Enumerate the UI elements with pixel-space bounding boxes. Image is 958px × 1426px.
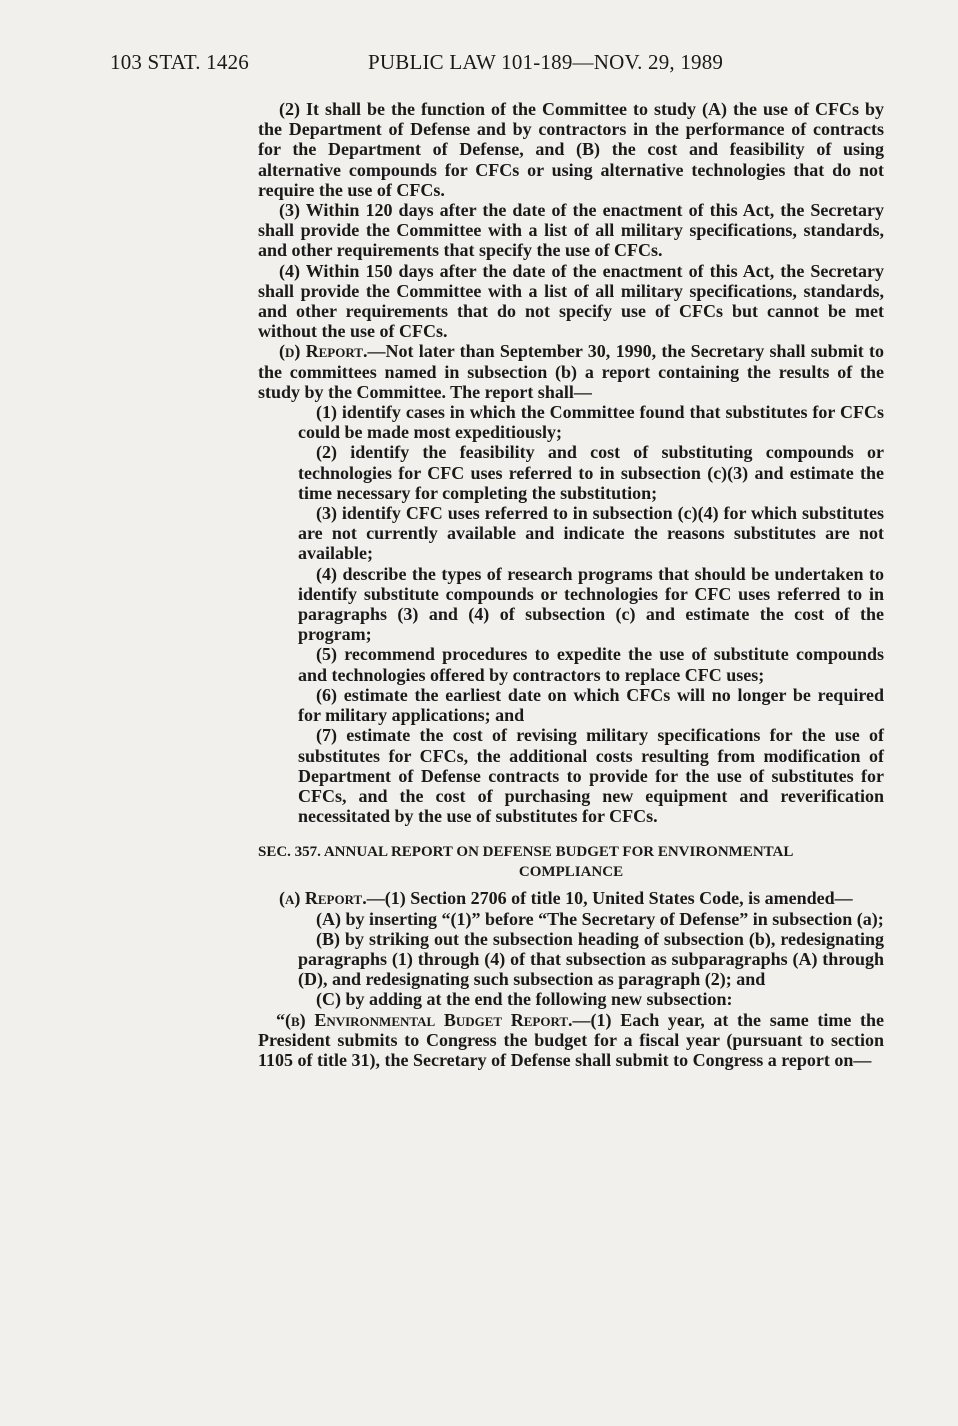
report-item-7: (7) estimate the cost of revising military specifications for the use of substitutes for CFCs, the additional costs resulting from modification of Department of Defense contracts to provide for the use of substitutes for CFCs, and the cost of purchasing new equipment and reverification necessitated by the use of substitutes for CFCs. (298, 725, 884, 827)
section-357-heading (258, 842, 884, 882)
amendment-item-b: (B) by striking out the subsection heading of subsection (b), redesignating paragraphs (1) through (4) of that subsection as subparagraphs (A) through (D), and redesignating such subsection as paragraph (2); and (298, 928, 884, 990)
report-item-6: (6) estimate the earliest date on which CFCs will no longer be required for military applications; and (298, 684, 884, 726)
quoted-subsection-b (258, 1010, 884, 1071)
paragraph-c4: (4) Within 150 days after the date of the enactment of this Act, the Secretary shall provide the Committee with a list of all military specifications, standards, and other requirements that do not specify use of CFCs but cannot be met without the use of CFCs. (258, 260, 884, 342)
section-357-title-line1: SEC. 357. ANNUAL REPORT ON DEFENSE BUDGET FOR ENVIRONMENTAL (258, 844, 794, 861)
law-title: PUBLIC LAW 101-189—NOV. 29, 1989 (368, 50, 724, 74)
report-item-4: (4) describe the types of research programs that should be undertaken to identify substitute compounds or technologies for CFC uses referred to in paragraphs (3) and (4) of subsection (c) and estimate the cost of the program; (298, 563, 884, 645)
paragraph-c2: (2) It shall be the function of the Committee to study (A) the use of CFCs by the Department of Defense and by contractors in the performance of contracts for the Department of Defense, and (B) the cost and feasibility of using alternative compounds for CFCs or using alternative technologies that do not require the use of CFCs. (258, 99, 884, 200)
subsection-d-heading: (d) Report. (279, 341, 368, 362)
report-item-5: (5) recommend procedures to expedite the use of substitute compounds and technologies offered by contractors to replace CFC uses; (298, 644, 884, 685)
subsection-a-heading: (a) Report. (279, 888, 367, 909)
page-reference: 103 STAT. 1426 (110, 50, 249, 74)
subsection-a-text: —(1) Section 2706 of title 10, United States Code, is amended— (366, 888, 853, 909)
quoted-subsection-b-text: —(1) Each year, at the same time the President submits to Congress the budget for a fiscal year (pursuant to section 1105 of title 31), the Secretary of Defense shall submit to Congress a report on— (258, 1009, 884, 1070)
amendment-item-a: (A) by inserting “(1)” before “The Secretary of Defense” in subsection (a); (316, 908, 884, 929)
subsection-d (258, 341, 884, 402)
report-item-3: (3) identify CFC uses referred to in subsection (c)(4) for which substitutes are not currently available and indicate the reasons substitutes are not available; (298, 503, 884, 564)
subsection-d-text: —Not later than September 30, 1990, the Secretary shall submit to the committees named in subsection (b) a report containing the results of the study by the Committee. The report shall— (258, 341, 884, 402)
section-357-title-line2: COMPLIANCE (518, 864, 624, 881)
report-item-1: (1) identify cases in which the Committee found that substitutes for CFCs could be made most expeditiously; (298, 402, 884, 443)
amendment-item-c: (C) by adding at the end the following new subsection: (316, 989, 733, 1010)
quoted-subsection-b-heading: “(b) Environmental Budget Report. (276, 1009, 573, 1030)
document-body (258, 99, 884, 1070)
report-item-2: (2) identify the feasibility and cost of substituting compounds or technologies for CFC uses referred to in subsection (c)(3) and estimate the time necessary for completing the substitution; (298, 442, 884, 503)
subsection-a (258, 888, 884, 908)
paragraph-c3: (3) Within 120 days after the date of the enactment of this Act, the Secretary shall provide the Committee with a list of all military specifications, standards, and other requirements that specify the use of CFCs. (258, 200, 884, 261)
page-header (110, 50, 820, 84)
